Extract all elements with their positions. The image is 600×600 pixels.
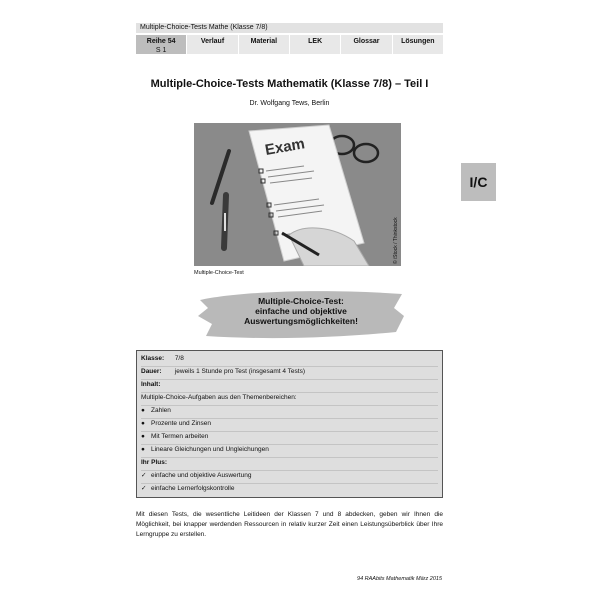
topic-item	[141, 405, 438, 419]
plus-item	[141, 483, 438, 496]
topic-label: Mit Termen arbeiten	[151, 433, 209, 440]
nav-reihe[interactable]	[136, 35, 186, 54]
photo-credit: © iStock / Thinkstock	[393, 217, 399, 264]
nav-reihe-label: Reihe 54	[146, 38, 176, 45]
checkmark-icon: ✓	[141, 472, 147, 479]
section-nav	[136, 35, 443, 54]
plus-text: einfache Lernerfolgskontrolle	[151, 485, 235, 492]
page-title: Multiple-Choice-Tests Mathematik (Klasse 7/8) – Teil I	[150, 78, 429, 90]
topic-item	[141, 418, 438, 432]
inhalt-intro-row	[141, 392, 438, 406]
klasse-label: Klasse:	[141, 355, 165, 362]
klasse-row	[141, 353, 438, 367]
nav-glossar[interactable]: Glossar	[341, 35, 391, 54]
banner-line-2: einfache und objektive	[255, 306, 347, 316]
topic-label: Prozente und Zinsen	[151, 420, 211, 427]
series-title: Multiple-Choice-Tests Mathe (Klasse 7/8)	[136, 23, 443, 33]
inhalt-intro: Multiple-Choice-Aufgaben aus den Themenbereichen:	[141, 394, 297, 401]
dauer-label: Dauer:	[141, 368, 162, 375]
plus-label: Ihr Plus:	[141, 459, 168, 466]
banner-line-3: Auswertungsmöglichkeiten!	[244, 316, 358, 326]
plus-text: einfache und objektive Auswertung	[151, 472, 252, 479]
plus-row	[141, 457, 438, 471]
dauer-value: jeweils 1 Stunde pro Test (insgesamt 4 Tests)	[174, 368, 305, 375]
checkmark-icon: ✓	[141, 485, 147, 492]
chapter-tab: I/C	[461, 163, 496, 201]
banner-line-1: Multiple-Choice-Test:	[258, 296, 344, 306]
plus-item	[141, 470, 438, 484]
nav-reihe-page: S 1	[155, 47, 167, 54]
topic-label: Zahlen	[151, 407, 171, 414]
nav-material[interactable]: Material	[239, 35, 289, 54]
bullet-icon: ●	[141, 433, 145, 440]
inhalt-row	[141, 379, 438, 393]
bullet-icon: ●	[141, 407, 145, 414]
bullet-icon: ●	[141, 420, 145, 427]
topic-label: Lineare Gleichungen und Ungleichungen	[151, 446, 269, 453]
nav-verlauf[interactable]: Verlauf	[187, 35, 237, 54]
nav-loesungen[interactable]: Lösungen	[393, 35, 443, 54]
bullet-icon: ●	[141, 446, 145, 453]
intro-paragraph: Mit diesen Tests, die wesentliche Leitideen der Klassen 7 und 8 abdecken, geben wir Ihnen die Möglichkeit, bei knapper werdenden Ressourcen in relativ kurzer Zeit einen Leistungsüberblick über Ihre Lerngruppe zu erstellen.	[136, 511, 443, 538]
author-line: Dr. Wolfgang Tews, Berlin	[249, 100, 330, 107]
topic-item	[141, 444, 438, 458]
photo-caption: Multiple-Choice-Test	[194, 270, 244, 276]
topic-item	[141, 431, 438, 445]
exam-photo	[194, 123, 401, 266]
page-footer: 94 RAAbits Mathematik März 2015	[357, 576, 442, 582]
info-box	[136, 350, 443, 498]
inhalt-label: Inhalt:	[141, 381, 161, 388]
exam-illustration	[194, 123, 401, 266]
nav-lek[interactable]: LEK	[290, 35, 340, 54]
dauer-row	[141, 366, 438, 380]
exam-word: Exam	[263, 135, 307, 159]
banner-text	[196, 296, 406, 326]
klasse-value: 7/8	[174, 355, 184, 362]
